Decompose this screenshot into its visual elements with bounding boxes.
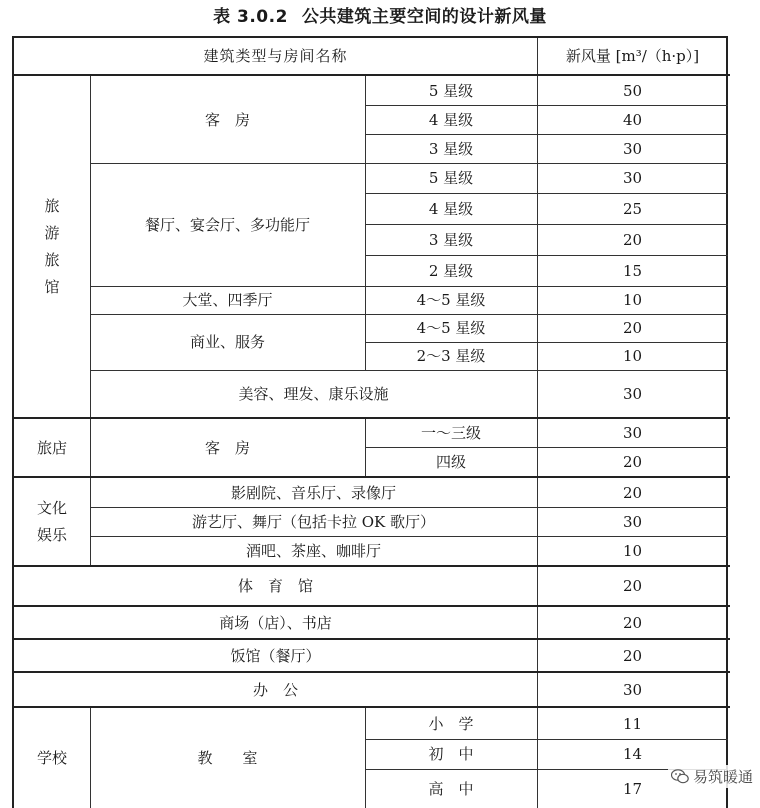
value-cell: 14 (622, 745, 643, 763)
grid-line (365, 255, 728, 256)
building-name: 饭馆（餐厅） (230, 646, 321, 665)
grid-line (14, 417, 730, 419)
value-cell: 25 (622, 199, 643, 218)
grid-line (90, 74, 91, 419)
grid-line (90, 286, 728, 287)
grid-line (365, 134, 728, 135)
grid-line (365, 74, 366, 370)
value-cell: 20 (622, 646, 643, 665)
school-room: 教 室 (197, 749, 258, 767)
building-name: 办 公 (252, 680, 298, 699)
grade-cell: 一～三级 (420, 424, 481, 442)
grid-line (90, 370, 728, 371)
grade-cell: 4 星级 (428, 110, 474, 129)
watermark-text: 易筑暖通 (692, 768, 753, 786)
inn-room: 客 房 (204, 438, 250, 457)
hotel-label: 旅 游 旅 馆 (44, 196, 60, 296)
value-cell: 20 (622, 613, 643, 632)
value-cell: 30 (622, 424, 643, 442)
culture-item: 酒吧、茶座、咖啡厅 (245, 541, 381, 560)
hotel-guest-room: 客 房 (204, 110, 250, 129)
value-cell: 20 (622, 230, 643, 249)
value-cell: 20 (622, 452, 643, 471)
culture-label: 文化 娱乐 (36, 498, 67, 544)
value-cell: 11 (622, 714, 643, 733)
grid-line (14, 565, 730, 567)
hotel-beauty: 美容、理发、康乐设施 (238, 384, 389, 403)
grid-line (90, 708, 91, 808)
hotel-lobby: 大堂、四季厅 (182, 291, 273, 309)
grid-line (365, 193, 728, 194)
grade-cell: 4～5 星级 (416, 319, 486, 337)
value-cell: 15 (622, 261, 643, 280)
grade-cell: 3 星级 (428, 230, 474, 249)
grid-line (90, 536, 728, 537)
header-value: 新风量 [m³/（h·p）] (565, 47, 700, 65)
value-cell: 40 (622, 110, 643, 129)
grid-line (90, 507, 728, 508)
grid-line (14, 605, 730, 607)
grid-line (365, 447, 728, 448)
value-cell: 30 (622, 384, 643, 403)
grade-cell: 初 中 (428, 745, 474, 763)
table-title (0, 4, 760, 30)
hotel-dining: 餐厅、宴会厅、多功能厅 (144, 215, 310, 234)
grid-line (365, 105, 728, 106)
grade-cell: 4～5 星级 (416, 291, 486, 309)
header-category: 建筑类型与房间名称 (203, 47, 348, 65)
grade-cell: 3 星级 (428, 139, 474, 158)
hotel-commerce: 商业、服务 (189, 333, 265, 351)
wechat-icon (671, 769, 689, 784)
value-cell: 10 (622, 541, 643, 560)
grid-line (537, 38, 538, 808)
grid-line (365, 708, 366, 808)
value-cell: 10 (622, 347, 643, 365)
grid-line (90, 314, 728, 315)
grade-cell: 2～3 星级 (416, 347, 486, 365)
grid-line (14, 476, 730, 478)
grade-cell: 四级 (435, 452, 466, 471)
value-cell: 30 (622, 512, 643, 531)
table-caption: 公共建筑主要空间的设计新风量 (301, 7, 547, 27)
value-cell: 20 (622, 483, 643, 502)
ventilation-table (12, 36, 728, 808)
table-number: 表 3.0.2 (213, 7, 288, 27)
value-cell: 30 (622, 139, 643, 158)
grade-cell: 5 星级 (428, 169, 474, 187)
grade-cell: 2 星级 (428, 261, 474, 280)
grade-cell: 5 星级 (428, 81, 474, 100)
grid-line (14, 638, 730, 640)
culture-item: 影剧院、音乐厅、录像厅 (230, 483, 396, 502)
grid-line (14, 671, 730, 673)
grade-cell: 4 星级 (428, 199, 474, 218)
value-cell: 50 (622, 81, 643, 100)
inn-label: 旅店 (36, 438, 67, 457)
value-cell: 30 (622, 680, 643, 699)
grid-line (365, 224, 728, 225)
building-name: 体 育 馆 (237, 577, 313, 595)
culture-item: 游艺厅、舞厅（包括卡拉 OK 歌厅） (191, 512, 436, 531)
value-cell: 10 (622, 291, 643, 309)
building-name: 商场（店）、书店 (219, 613, 332, 632)
grid-line (90, 478, 91, 565)
grid-line (365, 739, 728, 740)
grid-line (365, 342, 728, 343)
grid-line (90, 419, 91, 476)
school-label: 学校 (36, 749, 67, 767)
value-cell: 20 (622, 319, 643, 337)
grid-line (90, 163, 728, 164)
grade-cell: 小 学 (428, 714, 474, 733)
value-cell: 20 (622, 577, 643, 595)
watermark (668, 765, 756, 788)
grid-line (14, 706, 730, 708)
value-cell: 17 (622, 779, 643, 798)
grade-cell: 高 中 (428, 779, 474, 798)
grid-line (14, 74, 730, 76)
value-cell: 30 (622, 169, 643, 187)
